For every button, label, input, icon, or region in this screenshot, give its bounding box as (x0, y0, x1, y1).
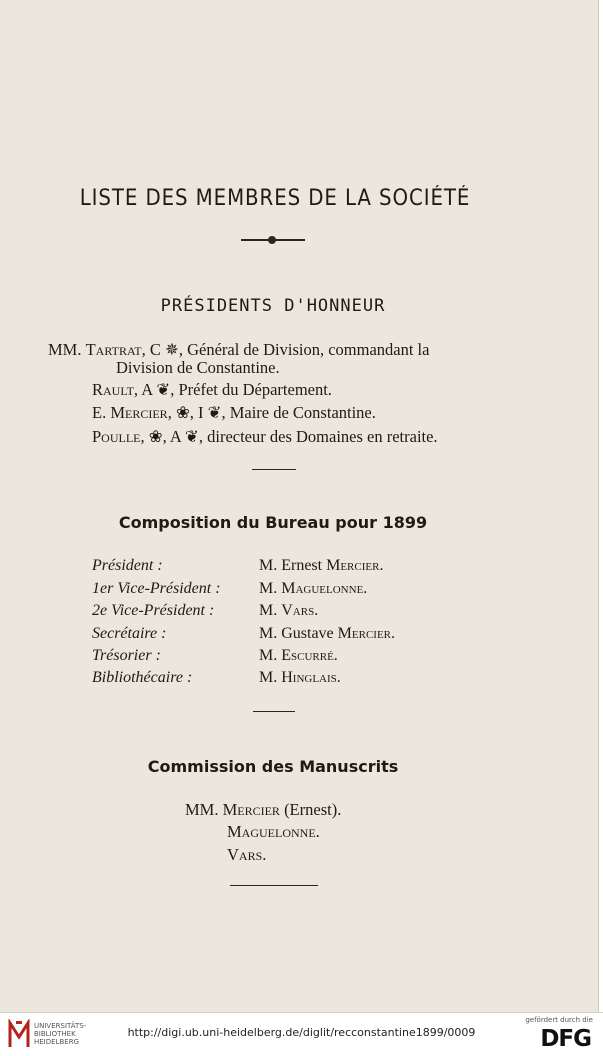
honorary-line-3: E. Mercier, ❀, I ❦, Maire de Constantine. (92, 403, 376, 422)
person-name: Poulle (92, 427, 141, 446)
honorary-line-2: Rault, A ❦, Préfet du Département. (92, 380, 332, 399)
bureau-heading: Composition du Bureau pour 1899 (118, 513, 428, 532)
commission-line-1: MM. Mercier (Ernest). (185, 800, 342, 819)
viewer-footer (0, 1012, 603, 1056)
person-name: Mercier (110, 403, 168, 422)
library-name: UNIVERSITÄTS- BIBLIOTHEK HEIDELBERG (34, 1022, 87, 1046)
bureau-role: 1er Vice-Président : (92, 580, 221, 597)
bureau-member: M. Vars. (259, 602, 319, 619)
commission-line-3: Vars. (227, 845, 267, 864)
dfg-logo: DFG (540, 1026, 591, 1052)
section-divider (253, 711, 295, 712)
page-title: LISTE DES MEMBRES DE LA SOCIÉTÉ (79, 186, 471, 211)
commission-line-2: Maguelonne. (227, 822, 320, 841)
honorary-line-1: MM. Tartrat, C ✵, Général de Division, commandant la (48, 340, 430, 359)
bureau-role: 2e Vice-Président : (92, 602, 215, 619)
section-divider (252, 469, 296, 470)
person-name: Rault (92, 380, 134, 399)
honorary-presidents-heading: PRÉSIDENTS D'HONNEUR (160, 296, 386, 316)
bureau-member: M. Maguelonne. (259, 580, 368, 597)
bureau-role: Secrétaire : (92, 625, 167, 642)
title-ornament-dot (268, 236, 276, 244)
closing-rule (230, 885, 318, 886)
bureau-member: M. Ernest Mercier. (259, 557, 384, 574)
commission-heading: Commission des Manuscrits (147, 757, 399, 776)
honorary-line-1-continued: Division de Constantine. (116, 358, 280, 377)
bureau-member: M. Gustave Mercier. (259, 625, 395, 642)
permalink-url[interactable]: http://digi.ub.uni-heidelberg.de/diglit/recconstantine1899/0009 (127, 1026, 476, 1039)
bureau-member: M. Hinglais. (259, 669, 341, 686)
bureau-role: Président : (92, 557, 163, 574)
honorary-line-4: Poulle, ❀, A ❦, directeur des Domaines en retraite. (92, 427, 438, 446)
funding-note: gefördert durch die (525, 1016, 593, 1024)
person-name: Tartrat (85, 340, 142, 359)
bureau-role: Bibliothécaire : (92, 669, 193, 686)
bureau-member: M. Escurré. (259, 647, 338, 664)
person-name: Mercier (222, 800, 280, 819)
bureau-role: Trésorier : (92, 647, 161, 664)
